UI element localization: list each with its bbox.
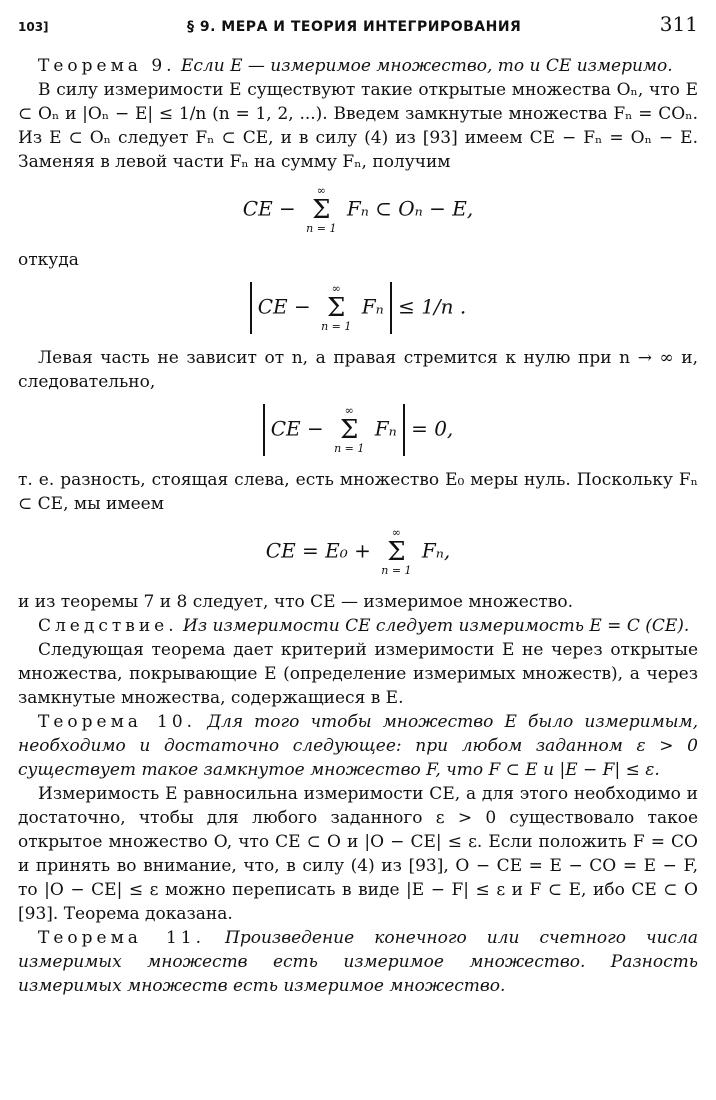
theorem-10 (18, 710, 698, 782)
theorem-label: Теорема 10. (38, 712, 197, 732)
sum-operator: ∞ Σ n = 1 (381, 526, 412, 577)
proof-paragraph: т. е. разность, стоящая слева, есть множество E₀ меры нуль. Поскольку Fₙ ⊂ CE, мы имеем (18, 470, 698, 514)
section-ref: 103] (18, 20, 49, 34)
formula-1: CE − ∞ Σ n = 1 Fₙ ⊂ Oₙ − E, (242, 184, 474, 235)
theorem-label: Теорема 11. (38, 928, 205, 948)
intro-paragraph: Следующая теорема дает критерий измеримости E не через открытые множества, покрывающие E (определение измеримых множеств), а через замкнутые множества, содержащиеся в E. (18, 640, 698, 708)
theorem-9 (18, 54, 698, 78)
formula-3: CE − ∞ Σ n = 1 Fₙ = 0, (18, 404, 698, 456)
theorem-11 (18, 926, 698, 998)
sum-operator: ∞ Σ n = 1 (321, 282, 352, 333)
proof-paragraph: В силу измеримости E существуют такие открытые множества Oₙ, что E ⊂ Oₙ и |Oₙ − E| ≤ 1/n (n = 1, 2, ...). Введем замкнутые множества Fₙ = COₙ. Из E ⊂ Oₙ следует Fₙ ⊂ CE, и в силу (4) из [93] имеем CE − Fₙ = Oₙ − E. Заменяя в левой части Fₙ на сумму Fₙ, получим (18, 80, 698, 172)
page-number: 311 (659, 12, 698, 36)
running-header (18, 12, 698, 40)
theorem-statement: Если E — измеримое множество, то и CE измеримо. (180, 56, 673, 76)
sum-operator: ∞ Σ n = 1 (306, 184, 337, 235)
proof-paragraph: и из теоремы 7 и 8 следует, что CE — измеримое множество. (18, 592, 573, 612)
sum-operator: ∞ Σ n = 1 (334, 404, 365, 455)
formula-4: CE = E₀ + ∞ Σ n = 1 Fₙ, (265, 526, 451, 577)
corollary-label: Следствие. (38, 616, 178, 636)
theorem-label: Теорема 9. (38, 56, 176, 76)
theorem-statement: Произведение конечного или счетного числа измеримых множеств есть измеримое множество. Разность измеримых множеств есть измеримое множество. (18, 928, 699, 996)
formula-2: CE − ∞ Σ n = 1 Fₙ ≤ 1/n . (18, 282, 698, 334)
corollary (18, 614, 698, 638)
proof-paragraph: Измеримость E равносильна измеримости CE, а для этого необходимо и достаточно, чтобы для любого заданного ε > 0 существовало такое открытое множество O, что CE ⊂ O и |O − CE| ≤ ε. Если положить F = CO и принять во внимание, что, в силу (4) из [93], O − CE = E − CO = E − F, то |O − CE| ≤ ε можно переписать в виде |E − F| ≤ ε и F ⊂ E, ибо CE ⊂ O [93]. Теорема доказана. (18, 784, 698, 924)
word-otkuda: откуда (18, 250, 79, 270)
theorem-statement: Для того чтобы множество E было измеримым, необходимо и достаточно следующее: при любом заданном ε > 0 существует такое замкнутое множество F, что F ⊂ E и |E − F| ≤ ε. (18, 712, 699, 780)
running-title: § 9. МЕРА И ТЕОРИЯ ИНТЕГРИРОВАНИЯ (187, 19, 522, 35)
corollary-statement: Из измеримости CE следует измеримость E = C (CE). (183, 616, 690, 636)
proof-paragraph: Левая часть не зависит от n, а правая стремится к нулю при n → ∞ и, следовательно, (18, 348, 698, 392)
